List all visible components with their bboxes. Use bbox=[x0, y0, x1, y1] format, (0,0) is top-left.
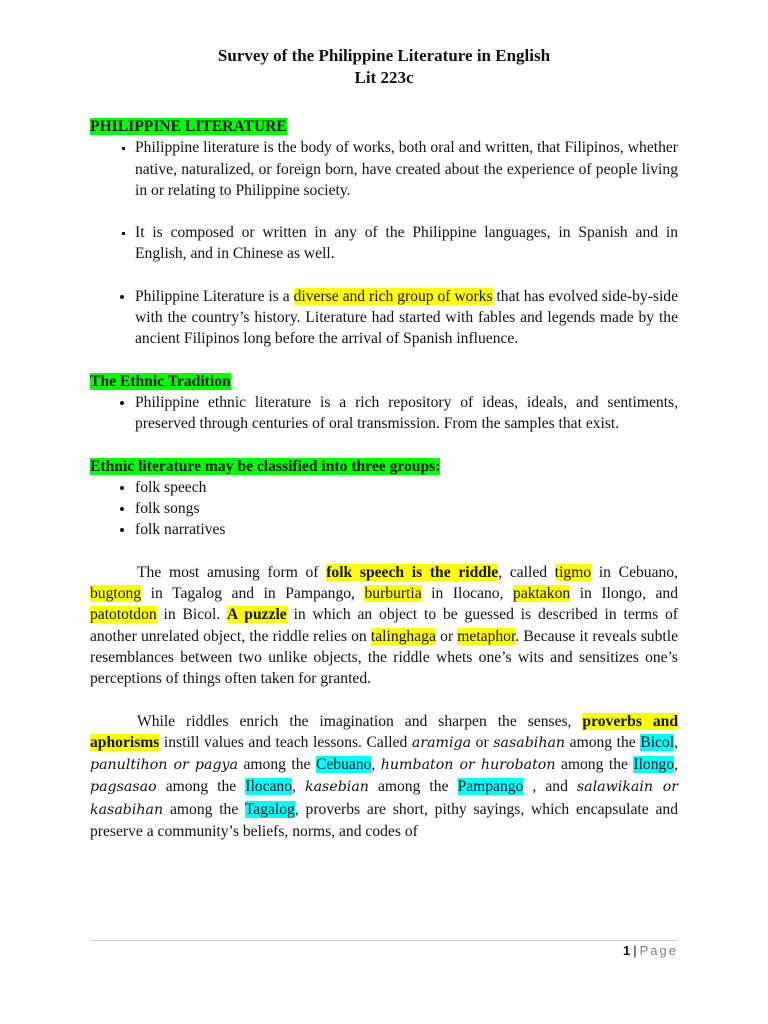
highlight: Ilongo bbox=[633, 756, 675, 774]
bullet-list-philippine-literature-2 bbox=[90, 222, 678, 265]
list-item: ▪ It is composed or written in any of the Philippine languages, in Spanish and in English, and in Chinese as well. bbox=[135, 222, 678, 265]
bullet-list-philippine-literature-3 bbox=[90, 286, 678, 350]
highlight: Cebuano bbox=[315, 756, 372, 774]
highlight: tigmo bbox=[554, 563, 592, 581]
highlight: proverbs and aphorisms bbox=[90, 712, 679, 751]
highlight: Tagalog bbox=[244, 800, 295, 818]
highlight: folk speech is the riddle bbox=[326, 563, 499, 581]
highlight: talinghaga bbox=[370, 627, 436, 645]
page-number: 1 bbox=[623, 943, 631, 958]
section-heading-ethnic-tradition: The Ethnic Tradition bbox=[90, 372, 231, 390]
document-body bbox=[90, 116, 678, 842]
paragraph-riddles: The most amusing form of folk speech is the riddle, called tigmo in Cebuano, bugtong in Tagalog and in Pampango, burburtia in Ilocano, paktakon in Ilongo, and patototdon in Bicol. A puzzle in which an object to be guessed is described in terms of another unrelated object, the riddle relies on talinghaga or metaphor. Because it reveals subtle resemblances between two unlike objects, the riddle whets one’s wits and sensitizes one’s perceptions of things often taken for granted. bbox=[90, 563, 679, 688]
document-subtitle: Lit 223c bbox=[354, 68, 414, 87]
list-item: • Philippine ethnic literature is a rich repository of ideas, ideals, and sentiments, preserved through centuries of oral transmission. From the samples that exist. bbox=[135, 392, 678, 435]
bullet-list-ethnic-tradition bbox=[90, 392, 678, 435]
highlight: A puzzle bbox=[227, 606, 287, 624]
list-item: • Philippine Literature is a diverse and rich group of works that has evolved side-by-side with the country’s history. Literature had started with fables and legends made by the ancient Filipinos long before the arrival of Spanish influence. bbox=[135, 286, 678, 350]
highlight: bugtong bbox=[90, 585, 142, 603]
list-item: • folk songs bbox=[135, 498, 678, 519]
highlight: patototdon bbox=[90, 606, 157, 624]
highlight: diverse and rich group of works bbox=[293, 287, 493, 305]
highlight: Bicol bbox=[640, 733, 675, 751]
highlight: Pampango bbox=[457, 778, 524, 796]
page-footer bbox=[623, 943, 678, 958]
section-heading-philippine-literature: PHILIPPINE LITERATURE bbox=[90, 118, 287, 135]
section-heading-ethnic-groups: Ethnic literature may be classified into three groups: bbox=[90, 457, 441, 475]
highlight: burburtia bbox=[364, 585, 422, 603]
footer-divider bbox=[90, 940, 678, 941]
list-item: ▪ Philippine literature is the body of works, both oral and written, that Filipinos, whether native, naturalized, or foreign born, have created about the experience of people living in or relating to Philippine society. bbox=[135, 137, 678, 201]
document-title: Survey of the Philippine Literature in English bbox=[217, 46, 551, 65]
highlight: paktakon bbox=[513, 585, 571, 603]
bullet-list-philippine-literature bbox=[90, 137, 678, 201]
document-page bbox=[90, 0, 678, 1024]
footer-separator: | bbox=[633, 943, 637, 958]
highlight: Ilocano bbox=[245, 778, 293, 796]
list-item: • folk narratives bbox=[135, 519, 678, 540]
paragraph-proverbs: While riddles enrich the imagination and sharpen the senses, proverbs and aphorisms instill values and teach lessons. Called aramiga or sasabihan among the Bicol, panultihon or pagya among the Cebuano, humbaton or hurobaton among the Ilongo, pagsasao among the Ilocano, kasebian among the Pampango , and salawikain or kasabihan among the Tagalog, proverbs are short, pithy sayings, which encapsulate and preserve a community’s beliefs, norms, and codes of bbox=[90, 712, 679, 841]
list-item: • folk speech bbox=[135, 477, 678, 498]
highlight: metaphor bbox=[457, 627, 516, 645]
page-label: Page bbox=[639, 943, 678, 958]
bullet-list-ethnic-groups bbox=[90, 477, 678, 541]
